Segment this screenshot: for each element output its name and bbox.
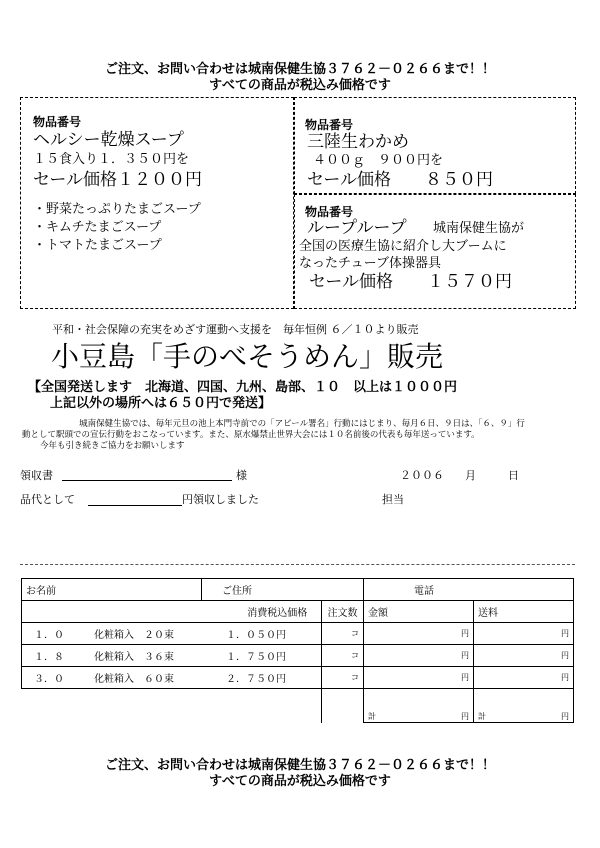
- header-contact: ご注文、お問い合わせは城南保健生協３７６２－０２６６まで！！: [104, 62, 495, 77]
- amount-cell[interactable]: 円: [364, 623, 474, 645]
- spacer-cell: [22, 601, 234, 623]
- shipping-cell[interactable]: 円: [474, 667, 574, 689]
- receipt-month: 月: [465, 469, 476, 482]
- table-row: [22, 667, 574, 689]
- blank-cell: [322, 689, 364, 723]
- qty-cell[interactable]: コ: [322, 623, 364, 645]
- shipping-cell[interactable]: 円: [474, 623, 574, 645]
- product-variant: ・野菜たっぷりたまごスープ: [33, 202, 201, 217]
- row-price: ２．７５０円: [226, 674, 286, 685]
- product-number-label: 物品番号: [33, 115, 82, 129]
- receipt-sama: 様: [236, 469, 247, 482]
- table-row: [22, 579, 574, 601]
- somen-intro: 平和・社会保障の充実をめざす運動へ支援を 毎年恒例 ６／１０より販売: [52, 323, 419, 336]
- product-sale-price: セール価格１２００円: [33, 170, 202, 190]
- qty-header: 注文数: [322, 601, 364, 623]
- receipt-amount-prefix: 品代として: [20, 493, 75, 506]
- blank-cell: [22, 689, 322, 723]
- product-name: ヘルシー乾燥スープ: [33, 130, 184, 150]
- product-box-loop: [294, 194, 576, 309]
- product-row-cell: [22, 623, 322, 645]
- product-note: なったチューブ体操器具: [299, 256, 441, 271]
- shipping-note: 【全国発送します 北海道、四国、九州、島部、１０ 以上は１０００円: [28, 380, 458, 395]
- product-note: 城南保健生協が: [433, 221, 525, 236]
- receipt-day: 日: [508, 469, 519, 482]
- receipt-amount-suffix: 円領収しました: [182, 493, 259, 506]
- phone-header: 電話: [364, 579, 574, 601]
- receipt-amount-line: [88, 505, 182, 506]
- total-label: 計: [478, 712, 486, 721]
- table-row: [22, 645, 574, 667]
- table-row: [22, 623, 574, 645]
- footer-contact: ご注文、お問い合わせは城南保健生協３７６２－０２６６まで！！: [104, 758, 495, 773]
- receipt-staff: 担当: [382, 493, 404, 506]
- product-sale-price: セール価格 １５７０円: [309, 272, 512, 292]
- order-form-table: [21, 578, 574, 723]
- cooperative-paragraph: 今年も引き続きご協力をお願いします: [40, 441, 185, 451]
- total-label: 計: [368, 712, 376, 721]
- amount-cell[interactable]: 円: [364, 645, 474, 667]
- product-desc: ４００ｇ ９００円を: [313, 153, 444, 168]
- product-name: ループループ: [307, 218, 407, 238]
- footer-tax-note: すべての商品が税込み価格です: [209, 774, 391, 789]
- product-row-cell: [22, 645, 322, 667]
- shipping-note-other: 上記以外の場所へは６５０円で発送】: [50, 396, 272, 411]
- somen-title: 小豆島「手のべそうめん」販売: [51, 340, 444, 373]
- receipt-name-line: [62, 480, 232, 481]
- total-yen: 円: [461, 712, 469, 721]
- row-price: １．７５０円: [226, 652, 286, 663]
- product-number-label: 物品番号: [305, 118, 354, 132]
- product-row-cell: [22, 667, 322, 689]
- row-pack: 化粧箱入 ３６束: [94, 652, 174, 663]
- receipt-title: 領収書: [20, 469, 53, 482]
- total-yen: 円: [561, 712, 569, 721]
- product-variant: ・キムチたまごスープ: [33, 220, 162, 235]
- amount-total-cell[interactable]: [364, 689, 474, 723]
- table-row: [22, 689, 574, 723]
- shipping-cell[interactable]: 円: [474, 645, 574, 667]
- shipping-header: 送料: [474, 601, 574, 623]
- product-box-soup: [20, 97, 294, 309]
- amount-header: 金額: [364, 601, 474, 623]
- amount-cell[interactable]: 円: [364, 667, 474, 689]
- cut-line: [20, 564, 575, 565]
- row-pack: 化粧箱入 ２０束: [94, 630, 174, 641]
- row-pack: 化粧箱入 ６０束: [94, 674, 174, 685]
- name-header: お名前: [22, 579, 202, 601]
- product-variant: ・トマトたまごスープ: [33, 238, 162, 253]
- qty-cell[interactable]: コ: [322, 667, 364, 689]
- product-note: 全国の医療生協に紹介し大ブームに: [299, 239, 507, 254]
- header-tax-note: すべての商品が税込み価格です: [209, 78, 391, 93]
- price-header: 消費税込価格: [234, 601, 322, 623]
- cooperative-paragraph: 城南保健生協では、毎年元旦の池上本門寺前での「アピール署名」行動にはじまり、毎月６日、９日は、「６、９」行: [79, 419, 525, 429]
- row-size: １．０: [34, 630, 64, 641]
- row-price: １．０５０円: [226, 630, 286, 641]
- row-size: ３．０: [34, 674, 64, 685]
- address-header: ご住所: [202, 579, 364, 601]
- product-name: 三陸生わかめ: [307, 132, 409, 152]
- qty-cell[interactable]: コ: [322, 645, 364, 667]
- product-number-label: 物品番号: [305, 205, 354, 219]
- product-sale-price: セール価格 ８５０円: [307, 170, 493, 190]
- cooperative-paragraph: 動として駅頭での宣伝行動をおこなっています。また、原水爆禁止世界大会には１０名前後の代表も毎年送っています。: [22, 430, 480, 440]
- product-box-wakame: [294, 97, 576, 194]
- receipt-year: ２００６: [400, 469, 444, 482]
- row-size: １．８: [34, 652, 64, 663]
- product-desc: １５食入り１．３５０円を: [33, 152, 190, 167]
- table-row: [22, 601, 574, 623]
- shipping-total-cell[interactable]: [474, 689, 574, 723]
